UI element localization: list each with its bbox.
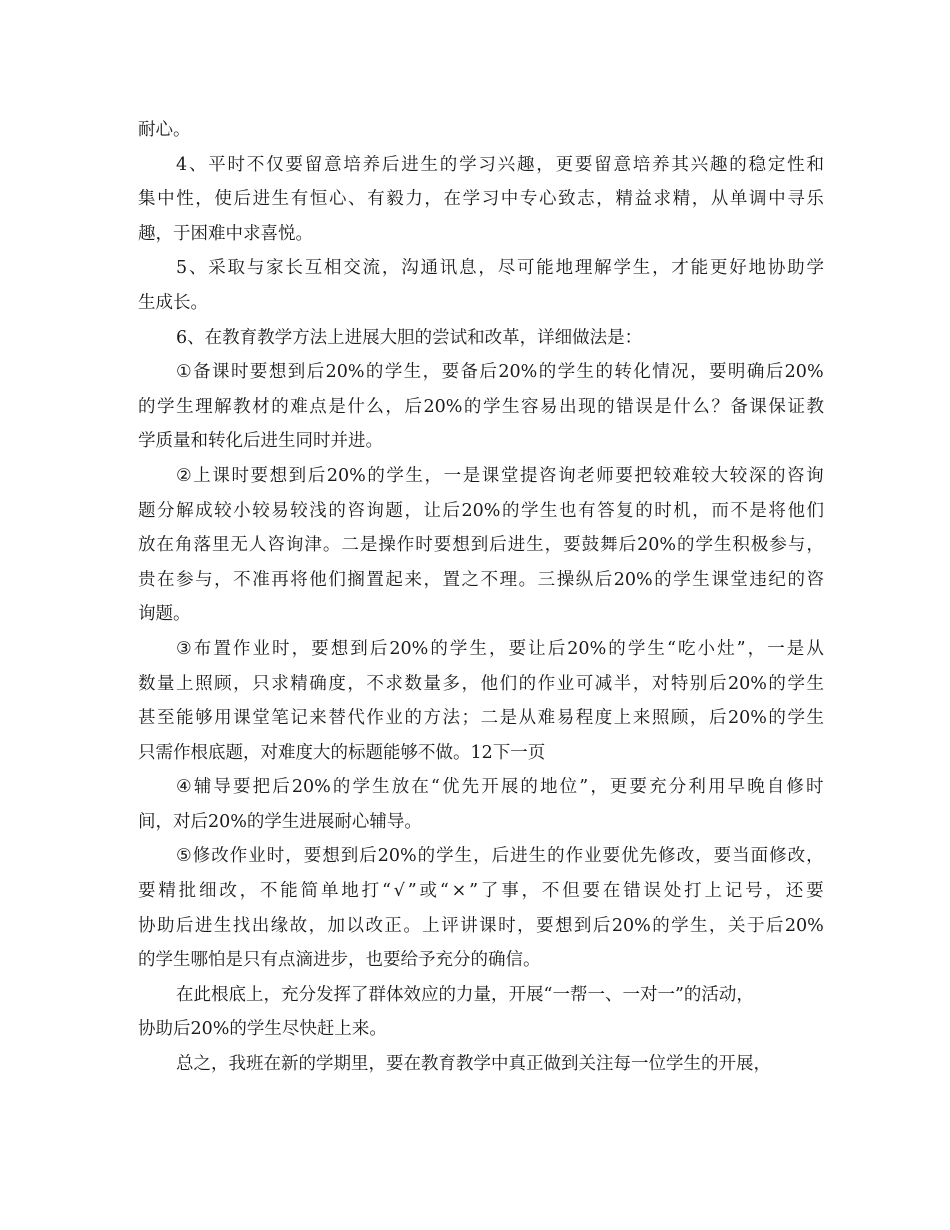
- text-line: 间，对后20%的学生进展耐心辅导。: [138, 811, 422, 832]
- text-line: 要 精 批 细 改 ， 不 能 简 单 地 打 “ √ ” 或 “ × ” 了 事 ， 不 但 要 在 错 误 处 打 上 记 号 ， 还 要: [138, 881, 824, 902]
- text-line: ① 备 课 时 要 想 到 后 20% 的 学 生 ， 要 备 后 20% 的 学 生 的 转 化 情 况 ， 要 明 确 后 20%: [176, 362, 824, 383]
- text-line: 数 量 上 照 顾 ， 只 求 精 确 度 ， 不 求 数 量 多 ， 他 们 的 作 业 可 减 半 ， 对 特 别 后 20% 的 学 生: [138, 673, 824, 694]
- text-line: 协助后20%的学生尽快赶上来。: [138, 1019, 387, 1040]
- text-line: 的学生哪怕是只有点滴进步，也要给予充分的确信。: [138, 950, 541, 971]
- text-line: 集 中 性 ， 使 后 进 生 有 恒 心 、 有 毅 力 ， 在 学 习 中 专 心 致 志 ， 精 益 求 精 ， 从 单 调 中 寻 乐: [138, 189, 824, 210]
- text-line: 在此根底上，充分发挥了群体效应的力量，开展“一帮一、一对一”的活动，: [176, 984, 754, 1005]
- text-line: 生成长。: [138, 292, 208, 313]
- text-line: ② 上 课 时 要 想 到 后 20% 的 学 生 ， 一 是 课 堂 提 咨 询 老 师 要 把 较 难 较 大 较 深 的 咨 询: [176, 465, 824, 486]
- text-line: 协 助 后 进 生 找 出 缘 故 ， 加 以 改 正 。 上 评 讲 课 时 ， 要 想 到 后 20% 的 学 生 ， 关 于 后 20%: [138, 915, 824, 936]
- text-line: 题 分 解 成 较 小 较 易 较 浅 的 咨 询 题 ， 让 后 20% 的 学 生 也 有 答 复 的 时 机 ， 而 不 是 将 他 们: [138, 500, 824, 521]
- text-line: 耐心。: [138, 120, 191, 140]
- text-line: 5 、 采 取 与 家 长 互 相 交 流 ， 沟 通 讯 息 ， 尽 可 能 地 理 解 学 生 ， 才 能 更 好 地 协 助 学: [176, 258, 824, 279]
- text-line: 只需作根底题，对难度大的标题能够不做。12下一页: [138, 742, 546, 763]
- text-line: ③ 布 置 作 业 时 ， 要 想 到 后 20% 的 学 生 ， 要 让 后 20% 的 学 生 “ 吃 小 灶 ” ， 一 是 从: [176, 638, 824, 659]
- text-line: 的 学 生 理 解 教 材 的 难 点 是 什 么 ， 后 20% 的 学 生 容 易 出 现 的 错 误 是 什 么 ？ 备 课 保 证 教: [138, 396, 824, 417]
- text-line: 总之，我班在新的学期里，要在教育教学中真正做到关注每一位学生的开展，: [176, 1054, 771, 1075]
- text-line: 放 在 角 落 里 无 人 咨 询 津 。 二 是 操 作 时 要 想 到 后 进 生 ， 要 鼓 舞 后 20% 的 学 生 积 极 参 与 ，: [138, 535, 824, 556]
- text-line: ④ 辅 导 要 把 后 20% 的 学 生 放 在 “ 优 先 开 展 的 地 位 ” ， 更 要 充 分 利 用 早 晚 自 修 时: [176, 777, 824, 798]
- text-line: 趣，于困难中求喜悦。: [138, 223, 313, 244]
- text-line: 6、在教育教学方法上进展大胆的尝试和改革，详细做法是：: [176, 327, 643, 348]
- text-line: 学质量和转化后进生同时并进。: [138, 431, 383, 452]
- document-body: [138, 113, 824, 1082]
- text-line: 甚 至 能 够 用 课 堂 笔 记 来 替 代 作 业 的 方 法 ； 二 是 从 难 易 程 度 上 来 照 顾 ， 后 20% 的 学 生: [138, 708, 824, 729]
- text-line: 4 、 平 时 不 仅 要 留 意 培 养 后 进 生 的 学 习 兴 趣 ， 更 要 留 意 培 养 其 兴 趣 的 稳 定 性 和: [176, 154, 824, 175]
- text-line: 询题。: [138, 604, 191, 625]
- text-line: ⑤ 修 改 作 业 时 ， 要 想 到 后 20% 的 学 生 ， 后 进 生 的 作 业 要 优 先 修 改 ， 要 当 面 修 改 ，: [176, 846, 824, 867]
- text-line: 贵 在 参 与 ， 不 准 再 将 他 们 搁 置 起 来 ， 置 之 不 理 。 三 操 纵 后 20% 的 学 生 课 堂 违 纪 的 咨: [138, 569, 824, 590]
